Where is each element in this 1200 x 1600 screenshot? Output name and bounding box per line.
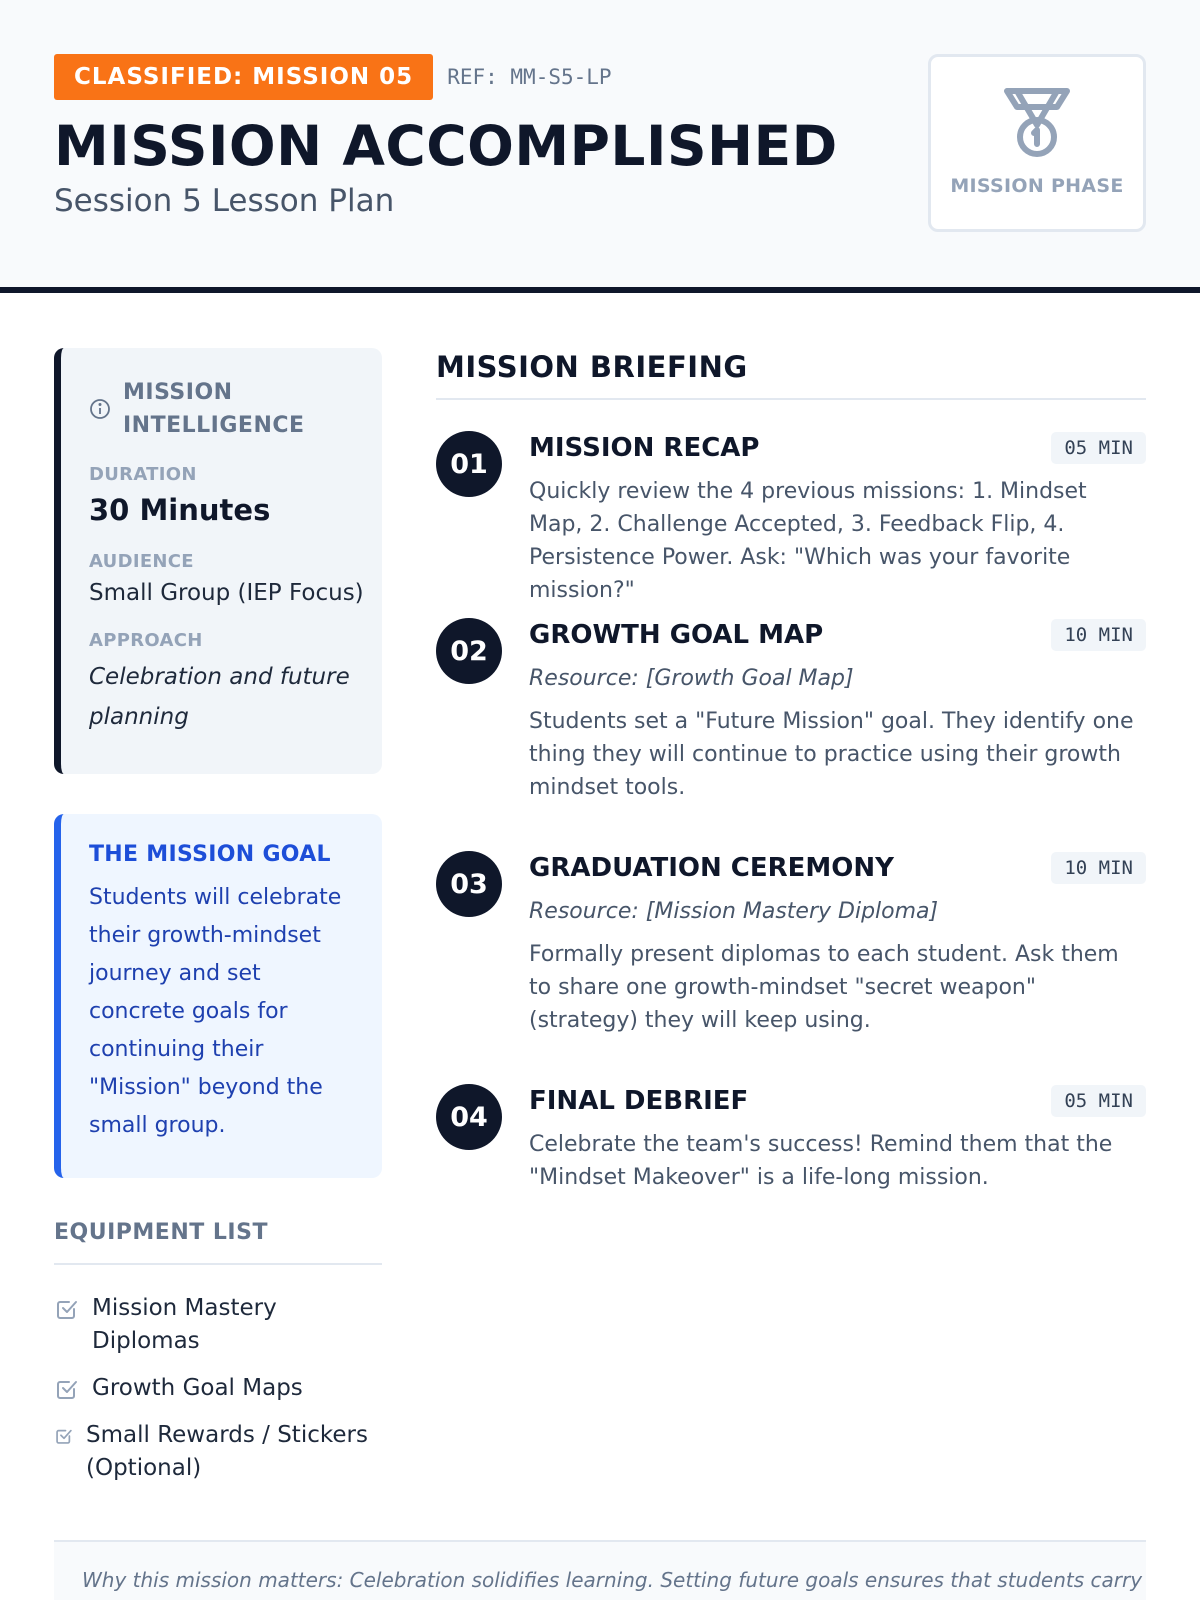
step-number: 01 — [436, 431, 502, 497]
briefing-title: MISSION BRIEFING — [436, 350, 1146, 400]
step-title: GRADUATION CEREMONY — [529, 853, 894, 883]
equipment-item — [54, 1292, 384, 1358]
checkbox-checked-icon — [54, 1426, 74, 1446]
mission-goal-card — [54, 814, 382, 1178]
goal-title: THE MISSION GOAL — [89, 842, 331, 867]
approach-value: Celebration and future planning — [89, 664, 350, 730]
mission-phase-label: MISSION PHASE — [950, 175, 1124, 197]
duration-label: DURATION — [89, 464, 197, 485]
step-header — [529, 1084, 1146, 1118]
step-duration-badge: 10 MIN — [1051, 619, 1146, 651]
step-header — [529, 618, 1146, 652]
badge-row — [54, 54, 612, 100]
medal-icon — [999, 85, 1075, 161]
page-subtitle: Session 5 Lesson Plan — [54, 183, 395, 219]
step-description: Students set a "Future Mission" goal. They identify one thing they will continue to practice using their growth mindset tools. — [529, 709, 1134, 800]
step-title: GROWTH GOAL MAP — [529, 620, 824, 650]
page-title: MISSION ACCOMPLISHED — [54, 114, 838, 178]
equipment-title: EQUIPMENT LIST — [54, 1220, 382, 1265]
equipment-item-label: Mission Mastery Diplomas — [92, 1295, 277, 1354]
step-description: Celebrate the team's success! Remind them that the "Mindset Makeover" is a life-long mission. — [529, 1132, 1113, 1190]
step-header — [529, 851, 1146, 885]
checkbox-checked-icon — [54, 1376, 80, 1402]
equipment-item — [54, 1419, 384, 1485]
step-duration-badge: 05 MIN — [1051, 1085, 1146, 1117]
step-title: FINAL DEBRIEF — [529, 1086, 749, 1116]
classified-badge: CLASSIFIED: MISSION 05 — [54, 54, 433, 100]
mission-phase-card — [928, 54, 1146, 232]
step-header — [529, 431, 1146, 465]
goal-text: Students will celebrate their growth-mindset journey and set concrete goals for continuing their "Mission" beyond the small group. — [89, 885, 342, 1138]
audience-value: Small Group (IEP Focus) — [89, 580, 364, 606]
mission-rationale-footer: Why this mission matters: Celebration solidifies learning. Setting future goals ensures that students carry — [54, 1540, 1146, 1600]
step-number: 04 — [436, 1084, 502, 1150]
step-body — [529, 1084, 1146, 1194]
step-duration-badge: 10 MIN — [1051, 852, 1146, 884]
step-duration-badge: 05 MIN — [1051, 432, 1146, 464]
intel-title: MISSION INTELLIGENCE — [123, 380, 305, 438]
equipment-item — [54, 1372, 384, 1405]
step-title: MISSION RECAP — [529, 433, 760, 463]
step-body — [529, 851, 1146, 1037]
intel-header — [89, 376, 382, 442]
duration-value: 30 Minutes — [89, 493, 271, 527]
equipment-list — [54, 1292, 384, 1499]
step-number: 03 — [436, 851, 502, 917]
step-body — [529, 431, 1146, 607]
checkbox-checked-icon — [54, 1296, 80, 1322]
step-resource: Resource: [Mission Mastery Diploma] — [529, 899, 939, 924]
step-description: Quickly review the 4 previous missions: 1. Mindset Map, 2. Challenge Accepted, 3. Feedback Flip, 4. Persistence Power. Ask: "Which was your favorite mission?" — [529, 479, 1087, 603]
info-icon — [89, 398, 111, 420]
mission-intelligence-card — [54, 348, 382, 774]
step-description: Formally present diplomas to each student. Ask them to share one growth-mindset "secret weapon" (strategy) they will keep using. — [529, 942, 1119, 1033]
audience-label: AUDIENCE — [89, 551, 194, 572]
step-body — [529, 618, 1146, 804]
step-number: 02 — [436, 618, 502, 684]
step-resource: Resource: [Growth Goal Map] — [529, 666, 854, 691]
reference-code: REF: MM-S5-LP — [447, 65, 612, 89]
page-header — [0, 0, 1200, 293]
equipment-item-label: Small Rewards / Stickers (Optional) — [86, 1422, 368, 1481]
approach-label: APPROACH — [89, 630, 203, 651]
equipment-item-label: Growth Goal Maps — [92, 1375, 303, 1401]
